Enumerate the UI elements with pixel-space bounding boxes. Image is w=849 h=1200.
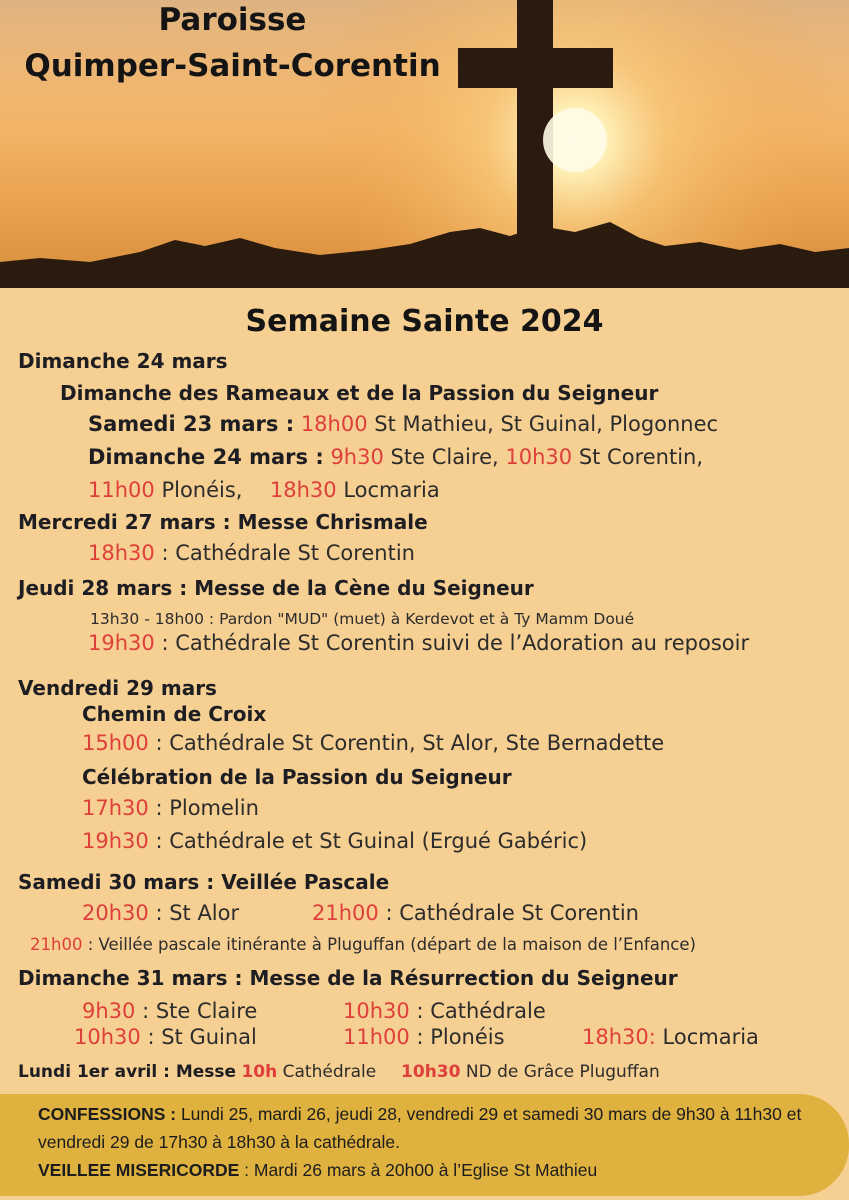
vendredi-day: Vendredi 29 mars (18, 676, 217, 700)
dimanche-line-4 (343, 1025, 505, 1049)
label: Samedi 23 mars : (88, 412, 295, 436)
time: 18h30: (582, 1025, 656, 1049)
time: 15h00 (82, 731, 149, 755)
samedi-day: Samedi 30 mars : Veillée Pascale (18, 870, 390, 894)
chrismale-line (88, 541, 415, 565)
place: Cathédrale (282, 1062, 377, 1082)
places: St Mathieu, St Guinal, Plogonnec (374, 412, 719, 436)
place: Locmaria (343, 478, 440, 502)
cross-sunset-illustration (0, 0, 849, 288)
time: 10h30 (505, 445, 573, 469)
time: 18h30 (88, 541, 155, 565)
parish-line-2: Quimper-Saint-Corentin (24, 48, 441, 84)
place: : Plomelin (155, 796, 259, 820)
place: : Cathédrale St Corentin, St Alor, Ste Bernadette (155, 731, 665, 755)
place: St Corentin, (578, 445, 704, 469)
lundi-line (18, 1062, 660, 1082)
rameaux-day: Dimanche 24 mars (18, 349, 228, 373)
label: Lundi 1er avril : Messe (18, 1062, 237, 1082)
place: : Plonéis (416, 1025, 505, 1049)
place: Ste Claire, (390, 445, 499, 469)
passion-line-2 (82, 829, 587, 853)
place: : Cathédrale St Corentin suivi de l’Adoration au reposoir (161, 631, 750, 655)
time: 19h30 (88, 631, 155, 655)
time: 11h00 (343, 1025, 410, 1049)
dimanche-line-3 (74, 1025, 257, 1049)
dimanche-day: Dimanche 31 mars : Messe de la Résurrection du Seigneur (18, 966, 678, 990)
time: 18h30 (269, 478, 337, 502)
time: 9h30 (82, 999, 136, 1023)
time: 10h30 (343, 999, 410, 1023)
chemin-line (82, 731, 664, 755)
time: 17h30 (82, 796, 149, 820)
confessions-label: CONFESSIONS : (38, 1104, 177, 1124)
jeudi-line (88, 631, 749, 655)
time: 10h30 (74, 1025, 141, 1049)
time: 21h00 (312, 901, 379, 925)
samedi-line-2 (312, 901, 639, 925)
samedi-line-1 (82, 901, 239, 925)
time: 10h (241, 1062, 278, 1082)
time: 11h00 (88, 478, 155, 502)
veillee-line (38, 1156, 843, 1184)
place: : Cathédrale St Corentin (385, 901, 639, 925)
place: : Cathédrale (416, 999, 546, 1023)
time: 20h30 (82, 901, 149, 925)
confessions-details: Lundi 25, mardi 26, jeudi 28, vendredi 29 et samedi 30 mars de 9h30 à 11h30 et vendredi 29 de 17h30 à 18h30 à la cathédrale. (38, 1104, 802, 1152)
confessions-line (38, 1100, 843, 1156)
time: 21h00 (30, 935, 83, 954)
time: 9h30 (330, 445, 384, 469)
rameaux-saturday (88, 412, 718, 436)
passion-line-1 (82, 796, 259, 820)
place: : Cathédrale St Corentin (161, 541, 415, 565)
cross-horizontal-beam (458, 48, 613, 88)
veillee-details: : Mardi 26 mars à 20h00 à l’Eglise St Mathieu (244, 1160, 598, 1180)
time: 19h30 (82, 829, 149, 853)
place: : Ste Claire (142, 999, 258, 1023)
place: : St Alor (155, 901, 240, 925)
chemin-de-croix: Chemin de Croix (82, 702, 267, 726)
passion-heading: Célébration de la Passion du Seigneur (82, 765, 512, 789)
chrismale-day: Mercredi 27 mars : Messe Chrismale (18, 510, 428, 534)
jeudi-pardon: 13h30 - 18h00 : Pardon "MUD" (muet) à Kerdevot et à Ty Mamm Doué (90, 610, 635, 628)
time: 10h30 (401, 1062, 461, 1082)
parish-line-1: Paroisse (158, 2, 307, 38)
samedi-veillee (30, 935, 696, 954)
rameaux-sunday-cont (88, 478, 440, 502)
header-photo (0, 0, 849, 288)
page-title: Semaine Sainte 2024 (245, 304, 604, 339)
place: Locmaria (662, 1025, 759, 1049)
place: : Veillée pascale itinérante à Pluguffan (départ de la maison de l’Enfance) (87, 935, 696, 954)
place: ND de Grâce Pluguffan (465, 1062, 660, 1082)
place: : St Guinal (147, 1025, 257, 1049)
label: Dimanche 24 mars : (88, 445, 324, 469)
dimanche-line-5 (582, 1025, 759, 1049)
place: : Cathédrale et St Guinal (Ergué Gabéric) (155, 829, 588, 853)
rameaux-sunday (88, 445, 703, 469)
rameaux-feast: Dimanche des Rameaux et de la Passion du Seigneur (60, 381, 659, 405)
time: 18h00 (300, 412, 368, 436)
jeudi-day: Jeudi 28 mars : Messe de la Cène du Seigneur (18, 576, 534, 600)
dimanche-line-1 (82, 999, 257, 1023)
dimanche-line-2 (343, 999, 546, 1023)
place: Plonéis, (161, 478, 243, 502)
confessions-text (38, 1100, 843, 1184)
veillee-label: VEILLEE MISERICORDE (38, 1160, 240, 1180)
